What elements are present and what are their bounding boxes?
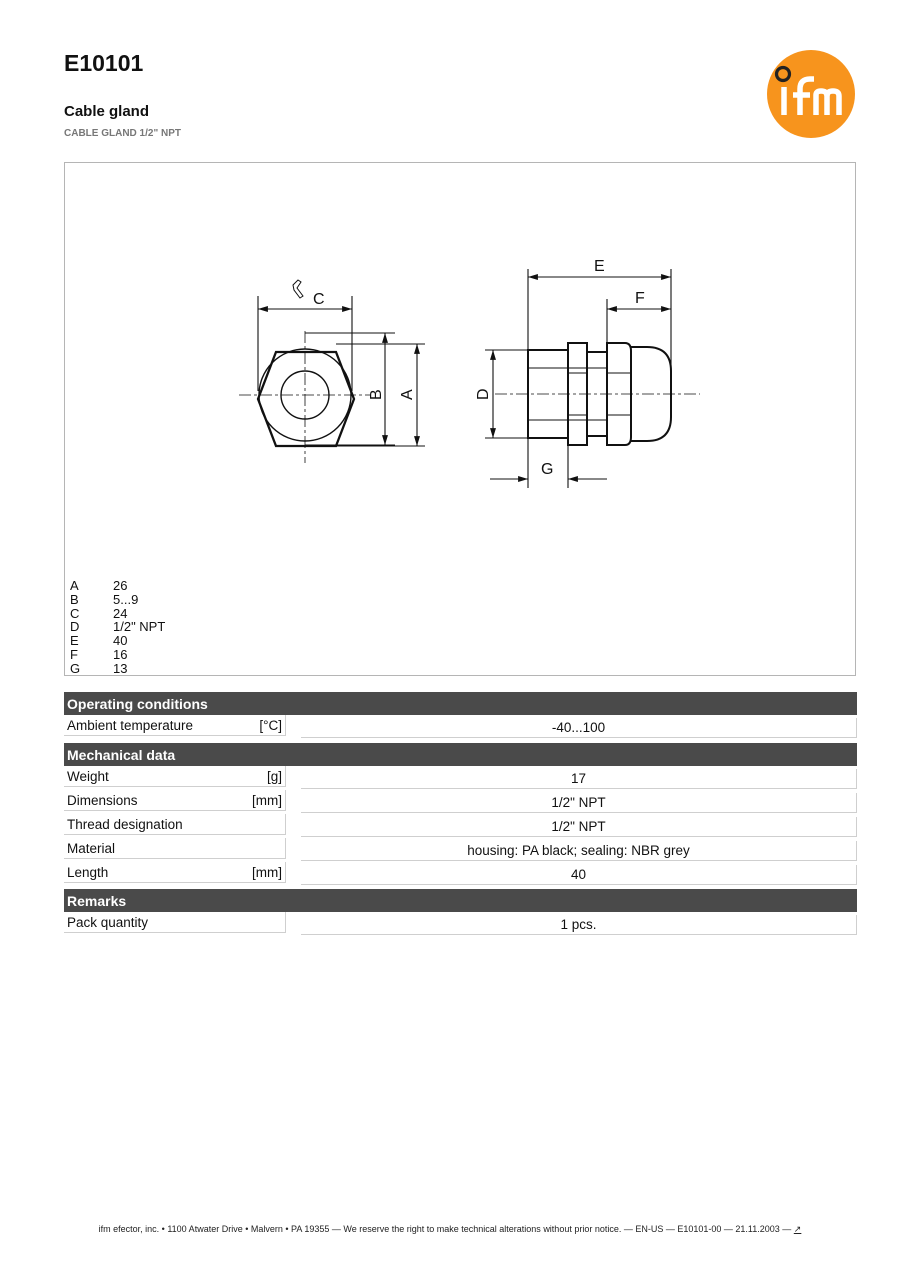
label-a: A — [399, 389, 416, 400]
section-header: Mechanical data — [64, 743, 857, 766]
dimension-row: A 26 — [70, 578, 128, 593]
dimension-drawing-panel — [64, 162, 856, 676]
footer-text: ifm efector, inc. • 1100 Atwater Drive • Malvern • PA 19355 — We reserve the right to make technical alterations without prior notice. — EN-US — E10101-00 — 21.11.2003 — — [98, 1224, 792, 1234]
dimension-row: F 16 — [70, 646, 128, 662]
label-b: B — [368, 389, 385, 400]
footer — [0, 1224, 900, 1235]
dimension-legend — [70, 579, 165, 676]
dimension-row: C 24 — [70, 605, 128, 621]
dimension-row: D 1/2" NPT — [70, 619, 166, 635]
row-label: Dimensions — [67, 793, 138, 808]
section-header: Remarks — [64, 889, 857, 912]
label-d: D — [475, 388, 492, 400]
row-label: Length — [67, 865, 109, 880]
section-header: Operating conditions — [64, 692, 857, 715]
row-unit: [mm] — [252, 865, 282, 880]
label-c: C — [313, 291, 325, 308]
label-e: E — [594, 258, 605, 275]
row-unit: [°C] — [259, 718, 282, 733]
product-code: E10101 — [64, 50, 144, 76]
row-label: Material — [67, 841, 116, 856]
dimension-row: E 40 — [70, 633, 128, 649]
dimension-row: B 5...9 — [70, 591, 139, 607]
operating-conditions-section — [64, 692, 857, 739]
row-label: Pack quantity — [67, 915, 149, 930]
row-value: housing: PA black; sealing: NBR grey — [301, 841, 857, 861]
row-value: 1/2" NPT — [301, 817, 857, 837]
row-value: 17 — [301, 769, 857, 789]
table-row — [64, 838, 857, 862]
label-f: F — [635, 290, 645, 307]
hex-nut-outline — [258, 352, 354, 446]
table-row — [64, 814, 857, 838]
row-value: -40...100 — [301, 718, 857, 738]
row-unit: [g] — [266, 769, 282, 784]
row-unit: [mm] — [252, 793, 282, 808]
remarks-section — [64, 889, 857, 936]
row-label: Thread designation — [67, 817, 183, 832]
row-label: Ambient temperature — [67, 718, 194, 733]
external-link-icon[interactable]: ↗ — [793, 1224, 802, 1234]
technical-drawing — [65, 163, 857, 677]
row-value: 1/2" NPT — [301, 793, 857, 813]
table-row — [64, 912, 857, 936]
row-value: 40 — [301, 865, 857, 885]
table-row — [64, 862, 857, 886]
product-name: Cable gland — [64, 103, 150, 120]
ifm-logo — [766, 49, 856, 139]
table-row — [64, 715, 857, 739]
table-row — [64, 790, 857, 814]
row-value: 1 pcs. — [301, 915, 857, 935]
mechanical-data-section — [64, 743, 857, 886]
wrench-icon — [293, 280, 303, 298]
label-g: G — [541, 461, 554, 478]
row-label: Weight — [67, 769, 109, 784]
product-description: CABLE GLAND 1/2" NPT — [64, 128, 181, 139]
table-row — [64, 766, 857, 790]
dimension-row: G 13 — [70, 660, 128, 676]
